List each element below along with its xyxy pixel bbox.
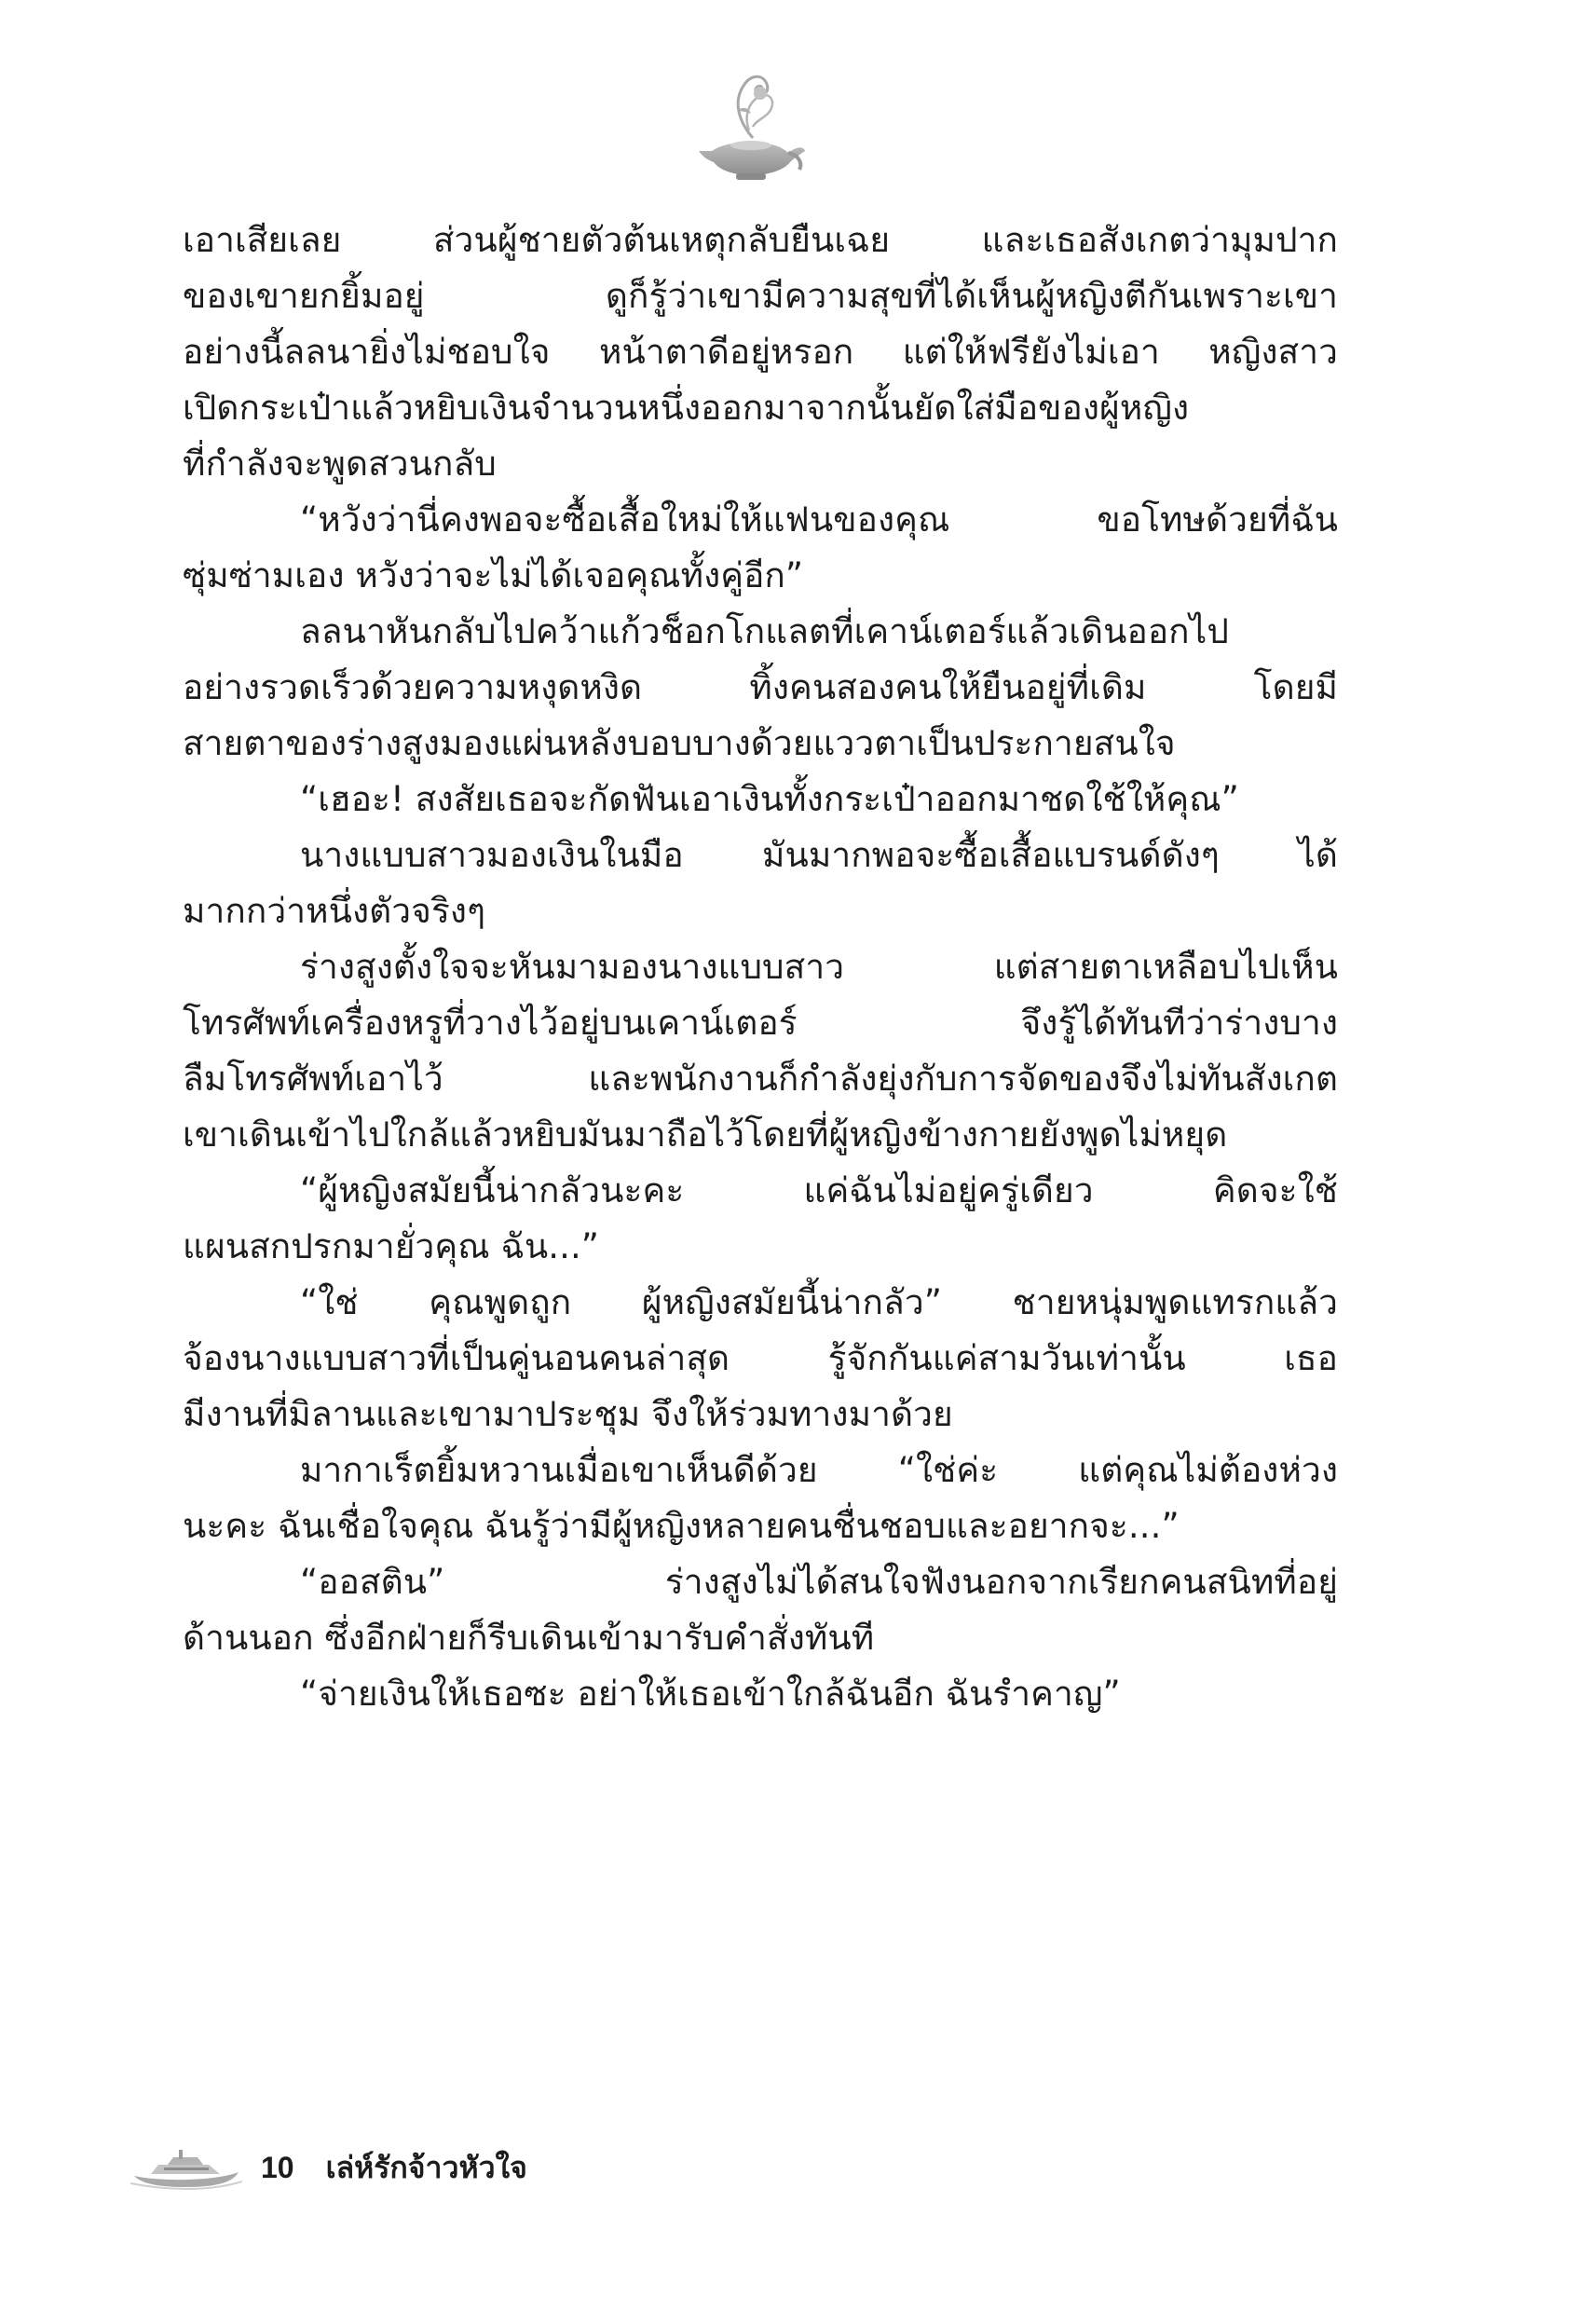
book-title: เล่ห์รักจ้าวหัวใจ [325,2149,527,2185]
text-line: “ออสติน” ร่างสูงไม่ได้สนใจฟังนอกจากเรียกคนสนิทที่อยู่ [300,1562,1338,1602]
text-line: ลืมโทรศัพท์เอาไว้ และพนักงานก็กำลังยุ่งกับการจัดของจึงไม่ทันสังเกต [183,1059,1338,1099]
text-line: “หวังว่านี่คงพอจะซื้อเสื้อใหม่ให้แฟนของคุณ ขอโทษด้วยที่ฉัน [300,499,1338,540]
text-line: ของเขายกยิ้มอยู่ ดูก็รู้ว่าเขามีความสุขที่ได้เห็นผู้หญิงตีกันเพราะเขา [183,276,1338,316]
paragraph [183,1666,1338,1722]
text-line: สายตาของร่างสูงมองแผ่นหลังบอบบางด้วยแววตาเป็นประกายสนใจ [183,723,1176,763]
paragraph [183,1163,1338,1275]
paragraph [183,1443,1338,1554]
text-line: “เฮอะ! สงสัยเธอจะกัดฟันเอาเงินทั้งกระเป๋าออกมาชดใช้ให้คุณ” [300,779,1239,819]
page-number: 10 [261,2150,294,2184]
text-line: ด้านนอก ซึ่งอีกฝ่ายก็รีบเดินเข้ามารับคำสั่งทันที [183,1618,875,1658]
paragraph [183,1275,1338,1443]
text-line: แผนสกปรกมายั่วคุณ ฉัน...” [183,1226,600,1266]
text-line: มากาเร็ตยิ้มหวานเมื่อเขาเห็นดีด้วย “ใช่ค่ะ แต่คุณไม่ต้องห่วง [300,1450,1338,1490]
paragraph [183,827,1338,939]
paragraph [183,492,1338,604]
text-line: มากกว่าหนึ่งตัวจริงๆ [183,891,486,931]
text-line: จ้องนางแบบสาวที่เป็นคู่นอนคนล่าสุด รู้จักกันแค่สามวันเท่านั้น เธอ [183,1338,1338,1378]
paragraph [183,212,1338,492]
paragraph [183,939,1338,1163]
text-line: อย่างรวดเร็วด้วยความหงุดหงิด ทิ้งคนสองคนให้ยืนอยู่ที่เดิม โดยมี [183,667,1338,707]
text-line: “จ่ายเงินให้เธอซะ อย่าให้เธอเข้าใกล้ฉันอีก ฉันรำคาญ” [300,1674,1121,1714]
text-line: มีงานที่มิลานและเขามาประชุม จึงให้ร่วมทางมาด้วย [183,1394,953,1434]
text-line: เปิดกระเป๋าแล้วหยิบเงินจำนวนหนึ่งออกมาจากนั้นยัดใส่มือของผู้หญิง [183,388,1190,428]
text-line: นางแบบสาวมองเงินในมือ มันมากพอจะซื้อเสื้อแบรนด์ดังๆ ได้ [300,835,1338,875]
text-line: ลลนาหันกลับไปคว้าแก้วช็อกโกแลตที่เคาน์เตอร์แล้วเดินออกไป [300,611,1229,651]
text-line: ซุ่มซ่ามเอง หวังว่าจะไม่ได้เจอคุณทั้งคู่อีก” [183,555,804,595]
page-footer [130,2140,527,2195]
text-line: ร่างสูงตั้งใจจะหันมามองนางแบบสาว แต่สายตาเหลือบไปเห็น [300,947,1338,987]
text-line: เอาเสียเลย ส่วนผู้ชายตัวต้นเหตุกลับยืนเฉย และเธอสังเกตว่ามุมปาก [183,220,1338,260]
body-text [183,212,1338,1722]
genie-lamp-icon [695,65,807,186]
text-line: เขาเดินเข้าไปใกล้แล้วหยิบมันมาถือไว้โดยที่ผู้หญิงข้างกายยังพูดไม่หยุด [183,1114,1228,1155]
text-line: “ผู้หญิงสมัยนี้น่ากลัวนะคะ แค่ฉันไม่อยู่ครู่เดียว คิดจะใช้ [300,1170,1338,1210]
text-line: “ใช่ คุณพูดถูก ผู้หญิงสมัยนี้น่ากลัว” ชายหนุ่มพูดแทรกแล้ว [300,1282,1338,1322]
text-line: โทรศัพท์เครื่องหรูที่วางไว้อยู่บนเคาน์เตอร์ จึงรู้ได้ทันทีว่าร่างบาง [183,1003,1338,1043]
paragraph [183,1554,1338,1666]
yacht-icon [130,2144,242,2191]
text-line: ที่กำลังจะพูดสวนกลับ [183,444,497,484]
paragraph [183,604,1338,772]
text-line: อย่างนี้ลลนายิ่งไม่ชอบใจ หน้าตาดีอยู่หรอก แต่ให้ฟรียังไม่เอา หญิงสาว [183,332,1338,372]
paragraph [183,772,1338,827]
text-line: นะคะ ฉันเชื่อใจคุณ ฉันรู้ว่ามีผู้หญิงหลายคนชื่นชอบและอยากจะ...” [183,1506,1180,1546]
